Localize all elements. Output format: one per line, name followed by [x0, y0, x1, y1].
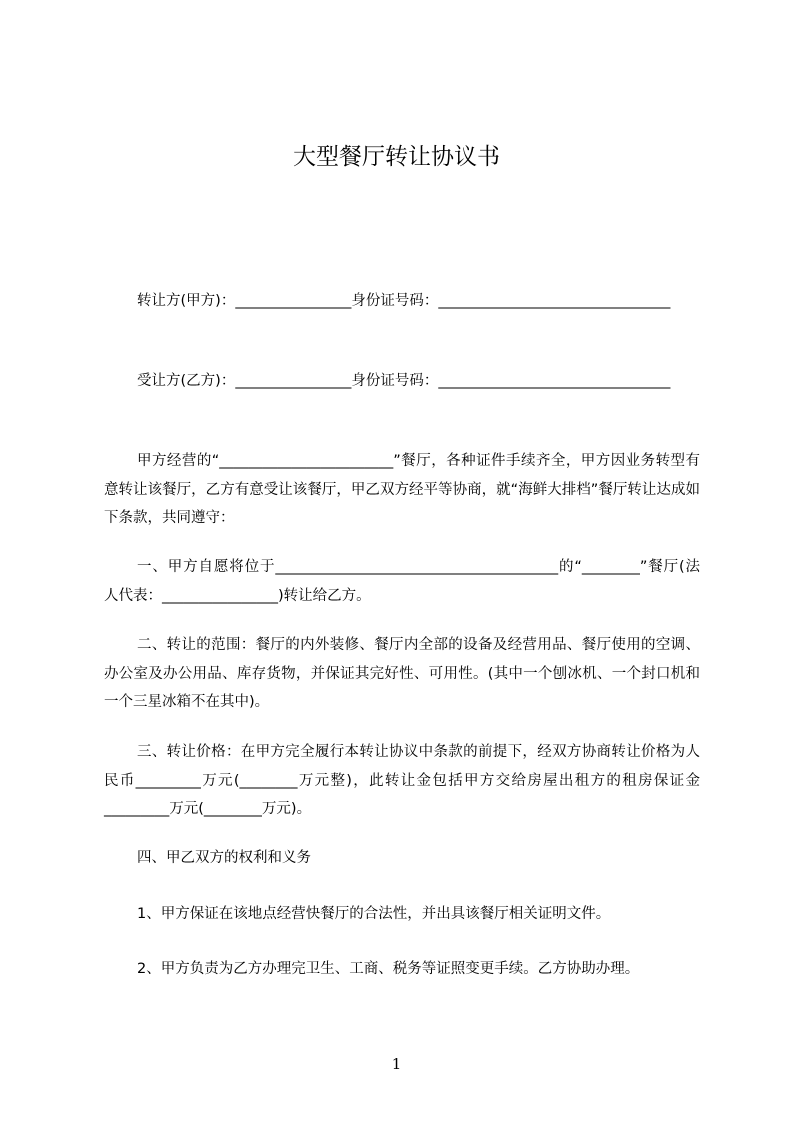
clause-4-heading: 四、甲乙双方的权利和义务: [137, 850, 311, 866]
clause-4-item-2: 2、甲方负责为乙方办理完卫生、工商、税务等证照变更手续。乙方协助办理。: [137, 961, 640, 977]
paragraph-transferee: 受让方(乙方)：________________身份证号码：________________________________: [137, 373, 671, 389]
paragraph-transferor: 转让方(甲方)：________________身份证号码：________________________________: [137, 293, 671, 309]
clause-3: 三、转让价格：在甲方完全履行本转让协议中条款的前提下，经双方协商转让价格为人民币_________万元(________万元整)，此转让金包括甲方交给房屋出租方的租房保证金_________万元(________万元)。: [104, 744, 700, 817]
clause-1: 一、甲方自愿将位于_______________________________________的“________”餐厅(法人代表：________________)转让给乙方。: [104, 559, 700, 604]
clause-4-item-1: 1、甲方保证在该地点经营快餐厅的合法性，并出具该餐厅相关证明文件。: [137, 906, 611, 922]
page-number: 1: [391, 1055, 402, 1073]
document-title: 大型餐厅转让协议书: [293, 144, 500, 170]
clause-2: 二、转让的范围：餐厅的内外装修、餐厅内全部的设备及经营用品、餐厅使用的空调、办公室及办公用品、库存货物，并保证其完好性、可用性。(其中一个刨冰机、一个封口机和一个三星冰箱不在其中)。: [104, 637, 700, 710]
paragraph-preamble: 甲方经营的“________________________”餐厅，各种证件手续齐全，甲方因业务转型有意转让该餐厅，乙方有意受让该餐厅，甲乙双方经平等协商，就“海鲜大排档”餐厅转让达成如下条款，共同遵守：: [104, 453, 700, 526]
